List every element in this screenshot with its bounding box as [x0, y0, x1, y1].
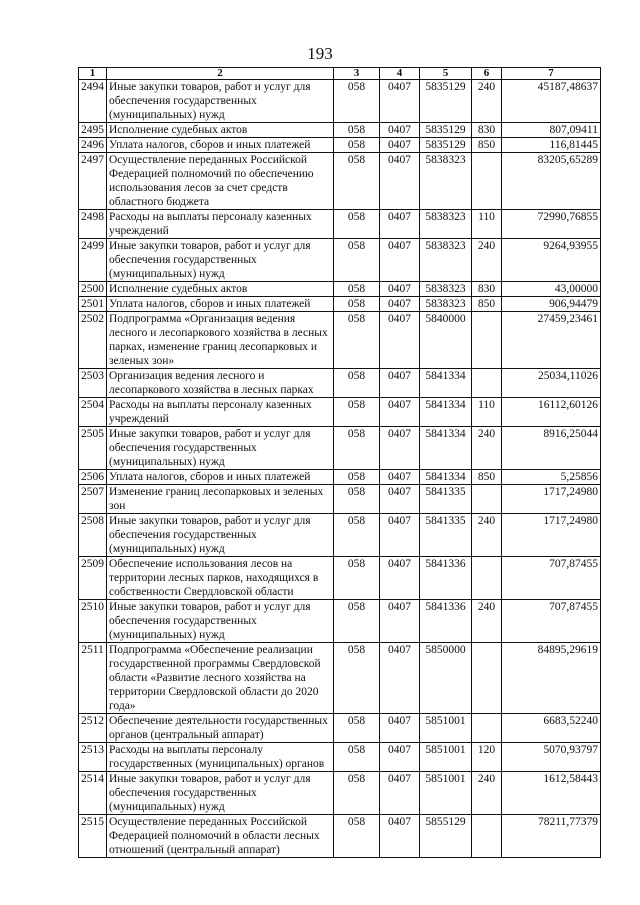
col-header-6: 6	[472, 68, 502, 80]
expense-name: Обеспечение использования лесов на территории лесных парков, находящихся в собственности Свердловской области	[107, 557, 334, 600]
table-row	[79, 138, 601, 153]
expense-name: Расходы на выплаты персоналу государственных (муниципальных) органов	[107, 743, 334, 772]
row-number: 2500	[79, 282, 107, 297]
page-number: 193	[307, 44, 333, 63]
row-number: 2509	[79, 557, 107, 600]
dept-code: 058	[334, 514, 380, 557]
expense-type-code: 830	[472, 282, 502, 297]
dept-code: 058	[334, 398, 380, 427]
expense-name: Расходы на выплаты персоналу казенных учреждений	[107, 210, 334, 239]
dept-code: 058	[334, 312, 380, 369]
section-code: 0407	[380, 297, 420, 312]
expense-name: Расходы на выплаты персоналу казенных учреждений	[107, 398, 334, 427]
expense-name: Иные закупки товаров, работ и услуг для обеспечения государственных (муниципальных) нужд	[107, 239, 334, 282]
table-row	[79, 123, 601, 138]
expense-name: Иные закупки товаров, работ и услуг для обеспечения государственных (муниципальных) нужд	[107, 427, 334, 470]
amount: 1717,24980	[502, 485, 601, 514]
table-row	[79, 282, 601, 297]
row-number: 2503	[79, 369, 107, 398]
table-body	[79, 80, 601, 858]
expense-type-code	[472, 153, 502, 210]
section-code: 0407	[380, 239, 420, 282]
row-number: 2498	[79, 210, 107, 239]
col-header-2: 2	[107, 68, 334, 80]
expense-type-code: 110	[472, 398, 502, 427]
dept-code: 058	[334, 557, 380, 600]
section-code: 0407	[380, 557, 420, 600]
section-code: 0407	[380, 138, 420, 153]
col-header-3: 3	[334, 68, 380, 80]
table-row	[79, 470, 601, 485]
row-number: 2505	[79, 427, 107, 470]
section-code: 0407	[380, 714, 420, 743]
budget-table	[78, 67, 601, 858]
expense-name: Исполнение судебных актов	[107, 282, 334, 297]
dept-code: 058	[334, 485, 380, 514]
header-row	[79, 68, 601, 80]
expense-type-code: 850	[472, 297, 502, 312]
table-row	[79, 210, 601, 239]
target-article-code: 5841334	[420, 398, 472, 427]
row-number: 2497	[79, 153, 107, 210]
expense-type-code: 240	[472, 427, 502, 470]
amount: 43,00000	[502, 282, 601, 297]
table-row	[79, 80, 601, 123]
section-code: 0407	[380, 514, 420, 557]
row-number: 2494	[79, 80, 107, 123]
expense-name: Иные закупки товаров, работ и услуг для обеспечения государственных (муниципальных) нужд	[107, 514, 334, 557]
section-code: 0407	[380, 815, 420, 858]
target-article-code: 5850000	[420, 643, 472, 714]
expense-type-code: 120	[472, 743, 502, 772]
section-code: 0407	[380, 398, 420, 427]
row-number: 2504	[79, 398, 107, 427]
table-row	[79, 369, 601, 398]
dept-code: 058	[334, 743, 380, 772]
expense-name: Иные закупки товаров, работ и услуг для обеспечения государственных (муниципальных) нужд	[107, 80, 334, 123]
target-article-code: 5838323	[420, 239, 472, 282]
target-article-code: 5855129	[420, 815, 472, 858]
dept-code: 058	[334, 470, 380, 485]
target-article-code: 5851001	[420, 743, 472, 772]
target-article-code: 5841334	[420, 470, 472, 485]
expense-type-code: 110	[472, 210, 502, 239]
target-article-code: 5841334	[420, 427, 472, 470]
dept-code: 058	[334, 123, 380, 138]
expense-type-code: 240	[472, 600, 502, 643]
amount: 5,25856	[502, 470, 601, 485]
row-number: 2499	[79, 239, 107, 282]
amount: 6683,52240	[502, 714, 601, 743]
dept-code: 058	[334, 297, 380, 312]
expense-name: Обеспечение деятельности государственных органов (центральный аппарат)	[107, 714, 334, 743]
amount: 78211,77379	[502, 815, 601, 858]
table-row	[79, 239, 601, 282]
table-row	[79, 485, 601, 514]
expense-type-code: 240	[472, 239, 502, 282]
target-article-code: 5841335	[420, 514, 472, 557]
section-code: 0407	[380, 600, 420, 643]
amount: 83205,65289	[502, 153, 601, 210]
dept-code: 058	[334, 714, 380, 743]
table-row	[79, 312, 601, 369]
table-row	[79, 772, 601, 815]
table-row	[79, 297, 601, 312]
row-number: 2495	[79, 123, 107, 138]
dept-code: 058	[334, 600, 380, 643]
expense-name: Подпрограмма «Обеспечение реализации государственной программы Свердловской области «Развитие лесного хозяйства на территории Свердловской области до 2020 года»	[107, 643, 334, 714]
section-code: 0407	[380, 80, 420, 123]
target-article-code: 5838323	[420, 210, 472, 239]
dept-code: 058	[334, 427, 380, 470]
expense-name: Уплата налогов, сборов и иных платежей	[107, 470, 334, 485]
row-number: 2510	[79, 600, 107, 643]
expense-type-code	[472, 643, 502, 714]
expense-name: Иные закупки товаров, работ и услуг для обеспечения государственных (муниципальных) нужд	[107, 772, 334, 815]
row-number: 2501	[79, 297, 107, 312]
expense-name: Осуществление переданных Российской Федерацией полномочий по обеспечению использования лесов за счет средств областного бюджета	[107, 153, 334, 210]
expense-name: Уплата налогов, сборов и иных платежей	[107, 297, 334, 312]
target-article-code: 5851001	[420, 772, 472, 815]
table-row	[79, 557, 601, 600]
table-row	[79, 153, 601, 210]
col-header-7: 7	[502, 68, 601, 80]
amount: 27459,23461	[502, 312, 601, 369]
row-number: 2511	[79, 643, 107, 714]
target-article-code: 5840000	[420, 312, 472, 369]
table-row	[79, 600, 601, 643]
dept-code: 058	[334, 210, 380, 239]
dept-code: 058	[334, 643, 380, 714]
section-code: 0407	[380, 643, 420, 714]
row-number: 2506	[79, 470, 107, 485]
amount: 25034,11026	[502, 369, 601, 398]
expense-type-code	[472, 369, 502, 398]
section-code: 0407	[380, 153, 420, 210]
amount: 5070,93797	[502, 743, 601, 772]
amount: 1717,24980	[502, 514, 601, 557]
expense-type-code: 830	[472, 123, 502, 138]
row-number: 2507	[79, 485, 107, 514]
amount: 707,87455	[502, 600, 601, 643]
amount: 807,09411	[502, 123, 601, 138]
target-article-code: 5838323	[420, 153, 472, 210]
row-number: 2515	[79, 815, 107, 858]
target-article-code: 5838323	[420, 282, 472, 297]
expense-type-code	[472, 815, 502, 858]
dept-code: 058	[334, 282, 380, 297]
expense-type-code: 240	[472, 772, 502, 815]
table-row	[79, 743, 601, 772]
expense-name: Осуществление переданных Российской Федерацией полномочий в области лесных отношений (центральный аппарат)	[107, 815, 334, 858]
amount: 9264,93955	[502, 239, 601, 282]
row-number: 2513	[79, 743, 107, 772]
table-row	[79, 643, 601, 714]
target-article-code: 5835129	[420, 80, 472, 123]
expense-type-code	[472, 557, 502, 600]
dept-code: 058	[334, 815, 380, 858]
target-article-code: 5838323	[420, 297, 472, 312]
section-code: 0407	[380, 485, 420, 514]
table-row	[79, 398, 601, 427]
target-article-code: 5835129	[420, 123, 472, 138]
amount: 84895,29619	[502, 643, 601, 714]
section-code: 0407	[380, 427, 420, 470]
amount: 16112,60126	[502, 398, 601, 427]
dept-code: 058	[334, 80, 380, 123]
dept-code: 058	[334, 772, 380, 815]
section-code: 0407	[380, 312, 420, 369]
table-row	[79, 514, 601, 557]
expense-type-code	[472, 485, 502, 514]
section-code: 0407	[380, 123, 420, 138]
dept-code: 058	[334, 369, 380, 398]
amount: 45187,48637	[502, 80, 601, 123]
row-number: 2496	[79, 138, 107, 153]
expense-type-code: 240	[472, 514, 502, 557]
section-code: 0407	[380, 772, 420, 815]
target-article-code: 5841336	[420, 600, 472, 643]
target-article-code: 5841336	[420, 557, 472, 600]
expense-type-code: 240	[472, 80, 502, 123]
amount: 72990,76855	[502, 210, 601, 239]
expense-name: Организация ведения лесного и лесопаркового хозяйства в лесных парках	[107, 369, 334, 398]
section-code: 0407	[380, 470, 420, 485]
dept-code: 058	[334, 138, 380, 153]
section-code: 0407	[380, 369, 420, 398]
col-header-4: 4	[380, 68, 420, 80]
row-number: 2512	[79, 714, 107, 743]
target-article-code: 5851001	[420, 714, 472, 743]
table-row	[79, 427, 601, 470]
expense-type-code	[472, 714, 502, 743]
expense-type-code	[472, 312, 502, 369]
table-row	[79, 714, 601, 743]
section-code: 0407	[380, 743, 420, 772]
row-number: 2502	[79, 312, 107, 369]
section-code: 0407	[380, 282, 420, 297]
dept-code: 058	[334, 239, 380, 282]
section-code: 0407	[380, 210, 420, 239]
dept-code: 058	[334, 153, 380, 210]
amount: 1612,58443	[502, 772, 601, 815]
row-number: 2508	[79, 514, 107, 557]
expense-name: Иные закупки товаров, работ и услуг для обеспечения государственных (муниципальных) нужд	[107, 600, 334, 643]
amount: 116,81445	[502, 138, 601, 153]
target-article-code: 5841334	[420, 369, 472, 398]
target-article-code: 5841335	[420, 485, 472, 514]
expense-type-code: 850	[472, 138, 502, 153]
target-article-code: 5835129	[420, 138, 472, 153]
amount: 8916,25044	[502, 427, 601, 470]
col-header-1: 1	[79, 68, 107, 80]
amount: 906,94479	[502, 297, 601, 312]
col-header-5: 5	[420, 68, 472, 80]
expense-name: Изменение границ лесопарковых и зеленых зон	[107, 485, 334, 514]
expense-type-code: 850	[472, 470, 502, 485]
expense-name: Исполнение судебных актов	[107, 123, 334, 138]
row-number: 2514	[79, 772, 107, 815]
expense-name: Уплата налогов, сборов и иных платежей	[107, 138, 334, 153]
amount: 707,87455	[502, 557, 601, 600]
table-row	[79, 815, 601, 858]
expense-name: Подпрограмма «Организация ведения лесного и лесопаркового хозяйства в лесных парках, изменение границ лесопарковых и зеленых зон»	[107, 312, 334, 369]
